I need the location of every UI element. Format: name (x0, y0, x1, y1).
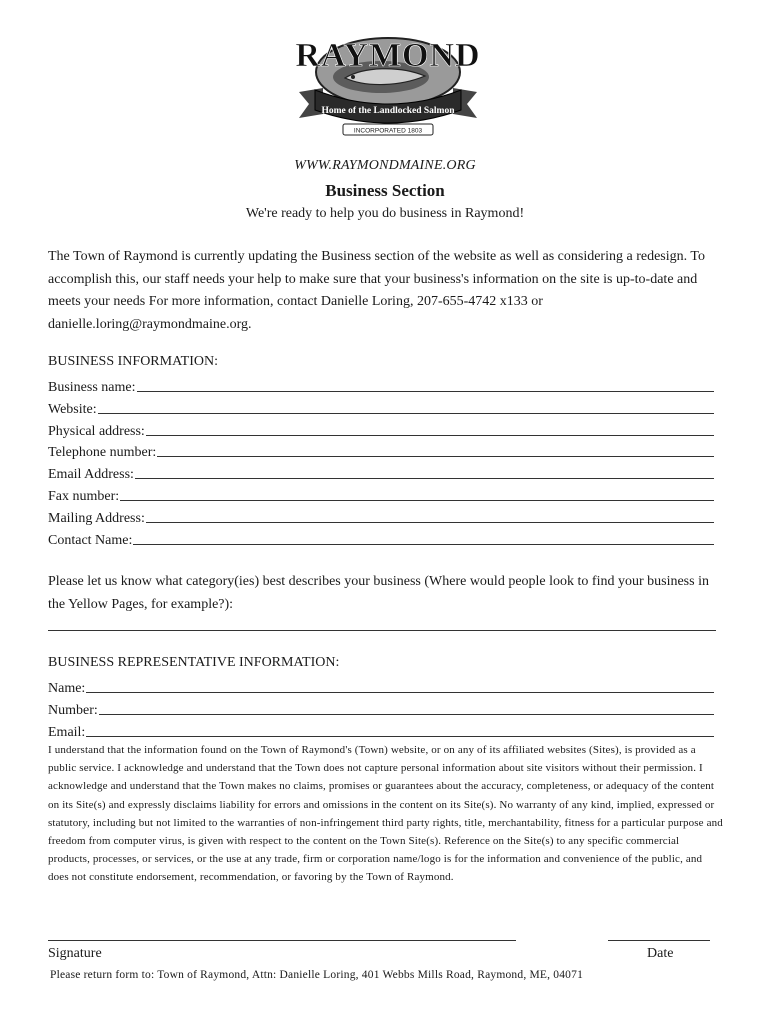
page-subtitle: We're ready to help you do business in Raymond! (245, 206, 525, 221)
business-name-field[interactable] (48, 376, 714, 396)
fill-line[interactable] (146, 522, 714, 523)
field-label: Website: (48, 402, 97, 417)
disclaimer-text: I understand that the information found on the Town of Raymond's (Town) website, or on any of its affiliated websites (Sites), is provided as a public service. I acknowledge and understand that the Town does not capture personal information about site visitors without their permission. I acknowledge and understand that the Town makes no claims, promises or guarantees about the accuracy, completeness, or adequacy of the content on its Site(s) and expressly disclaims liability for errors and omissions in the content on its Site(s). No warranty of any kind, implied, expressed or statutory, including but not limited to the warranties of non-infringement third party rights, title, merchantability, fitness for a particular purpose and freedom from computer virus, is given with respect to the content on the Town Site(s). Reference on the Site(s) to any specific commercial products, processes, or services, or the use at any trade, firm or corporation name/logo is for the information and convenience of the public, and does not constitute endorsement, recommendation, or favoring by the Town of Raymond. (48, 744, 723, 884)
mailing-address-field[interactable] (48, 507, 714, 527)
fill-line[interactable] (99, 714, 714, 715)
logo-incorporated: INCORPORATED 1803 (353, 127, 423, 135)
raymond-town-logo (283, 22, 493, 140)
fill-line[interactable] (146, 435, 714, 436)
field-label: Mailing Address: (48, 511, 145, 526)
logo-banner: Home of the Landlocked Salmon (321, 106, 455, 116)
fill-line[interactable] (86, 692, 714, 693)
field-label: Number: (48, 703, 98, 718)
field-label: Physical address: (48, 424, 145, 439)
field-label: Email Address: (48, 467, 134, 482)
field-label: Business name: (48, 380, 136, 395)
fill-line[interactable] (135, 478, 714, 479)
signature-label: Signature (48, 946, 102, 961)
fill-line[interactable] (86, 736, 714, 737)
field-label: Email: (48, 725, 86, 740)
rep-number-field[interactable] (48, 699, 714, 719)
fill-line[interactable] (133, 544, 714, 545)
logo-name: RAYMOND (295, 37, 481, 74)
website-field[interactable] (48, 398, 714, 418)
fill-line[interactable] (98, 413, 714, 414)
business-info-heading: BUSINESS INFORMATION: (48, 354, 218, 369)
physical-address-field[interactable] (48, 420, 714, 440)
date-label: Date (647, 946, 674, 961)
date-line[interactable] (608, 940, 710, 941)
fax-number-field[interactable] (48, 485, 714, 505)
category-question: Please let us know what category(ies) best describes your business (Where would people look to find your business in the Yellow Pages, for example?): (48, 574, 709, 612)
rep-email-field[interactable] (48, 721, 714, 741)
field-label: Telephone number: (48, 445, 157, 460)
fill-line[interactable] (120, 500, 714, 501)
fill-line[interactable] (157, 456, 714, 457)
field-label: Name: (48, 681, 86, 696)
intro-paragraph: The Town of Raymond is currently updating the Business section of the website as well as considering a redesign. To accomplish this, our staff needs your help to make sure that your business's information on the site is up-to-date and meets your needs For more information, contact Danielle Loring, 207-655-4742 x133 or danielle.loring@raymondmaine.org. (48, 249, 705, 332)
website-url: WWW.RAYMONDMAINE.ORG (294, 158, 476, 173)
contact-name-field[interactable] (48, 529, 714, 549)
telephone-field[interactable] (48, 441, 714, 461)
rep-info-heading: BUSINESS REPRESENTATIVE INFORMATION: (48, 655, 340, 670)
field-label: Contact Name: (48, 533, 133, 548)
fill-line[interactable] (137, 391, 715, 392)
rep-name-field[interactable] (48, 677, 714, 697)
email-address-field[interactable] (48, 463, 714, 483)
page-title: Business Section (325, 181, 445, 200)
category-answer-line[interactable] (48, 630, 716, 631)
return-address-footer: Please return form to: Town of Raymond, Attn: Danielle Loring, 401 Webbs Mills Road, Raymond, ME, 04071 (50, 969, 584, 981)
signature-line[interactable] (48, 940, 516, 941)
field-label: Fax number: (48, 489, 120, 504)
